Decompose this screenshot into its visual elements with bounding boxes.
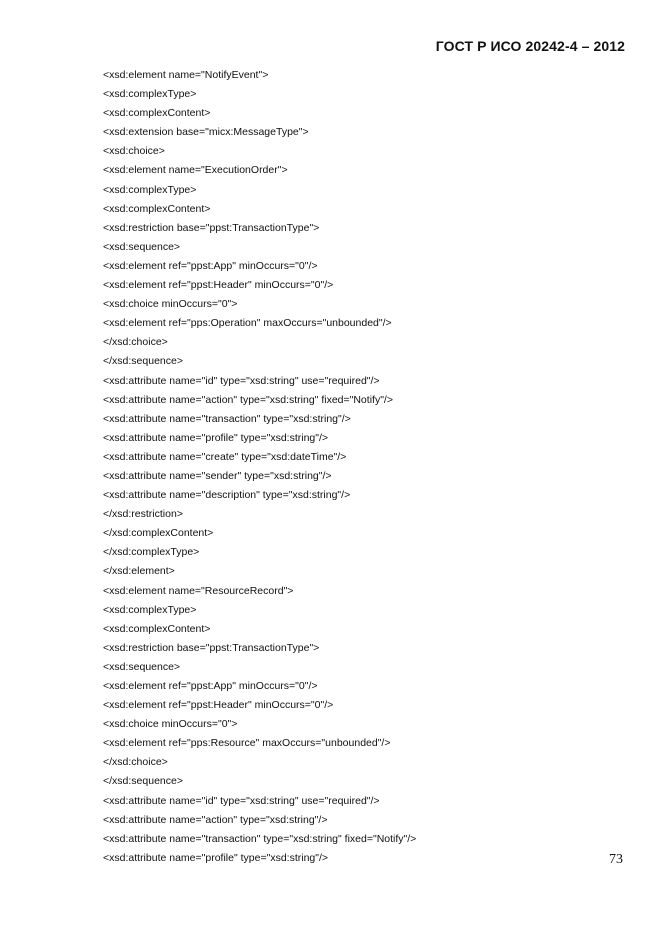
code-line: </xsd:sequence>	[103, 775, 183, 788]
code-line: <xsd:attribute name="id" type="xsd:string" use="required"/>	[103, 794, 380, 807]
code-line: <xsd:element ref="ppst:App" minOccurs="0"/>	[103, 259, 318, 272]
code-line: <xsd:element ref="ppst:Header" minOccurs="0"/>	[103, 279, 334, 292]
code-line: <xsd:complexType>	[103, 603, 197, 616]
code-line: <xsd:attribute name="description" type="xsd:string"/>	[103, 489, 351, 502]
code-line: <xsd:attribute name="profile" type="xsd:string"/>	[103, 851, 329, 864]
code-line: <xsd:attribute name="transaction" type="xsd:string"/>	[103, 412, 351, 425]
code-line: <xsd:element ref="ppst:App" minOccurs="0"/>	[103, 680, 318, 692]
code-line: <xsd:attribute name="create" type="xsd:dateTime"/>	[103, 450, 347, 463]
code-line: <xsd:element ref="pps:Resource" maxOccurs="unbounded"/>	[103, 737, 391, 750]
code-line: <xsd:complexContent>	[103, 622, 211, 635]
code-line: <xsd:element ref="ppst:Header" minOccurs="0"/>	[103, 699, 334, 712]
code-line: <xsd:attribute name="sender" type="xsd:string"/>	[103, 469, 332, 482]
code-line: <xsd:restriction base="ppst:TransactionType">	[103, 641, 320, 654]
standard-header: ГОСТ Р ИСО 20242-4 – 2012	[435, 38, 625, 54]
code-line: </xsd:sequence>	[103, 355, 183, 368]
code-line: <xsd:attribute name="action" type="xsd:string" fixed="Notify"/>	[103, 393, 393, 406]
code-line: <xsd:attribute name="transaction" type="xsd:string" fixed="Notify"/>	[103, 832, 417, 845]
code-line: <xsd:complexType>	[103, 183, 197, 196]
code-line: <xsd:complexContent>	[103, 107, 211, 120]
code-line: <xsd:choice minOccurs="0">	[103, 718, 238, 731]
code-line: <xsd:restriction base="ppst:TransactionType">	[103, 221, 320, 234]
code-line: <xsd:sequence>	[103, 660, 181, 673]
code-line: <xsd:extension base="micx:MessageType">	[103, 126, 309, 139]
code-line: <xsd:attribute name="action" type="xsd:string"/>	[103, 813, 328, 826]
code-line: <xsd:choice>	[103, 145, 165, 158]
code-line: </xsd:complexContent>	[103, 527, 214, 540]
code-line: <xsd:attribute name="id" type="xsd:string" use="required"/>	[103, 374, 380, 387]
code-line: <xsd:element ref="pps:Operation" maxOccurs="unbounded"/>	[103, 317, 392, 330]
code-line: <xsd:sequence>	[103, 240, 181, 253]
code-line: </xsd:restriction>	[103, 508, 183, 521]
xsd-code-listing	[103, 66, 623, 868]
code-line: <xsd:element name="ExecutionOrder">	[103, 164, 288, 177]
code-line: </xsd:element>	[103, 565, 175, 578]
code-line: <xsd:element name="ResourceRecord">	[103, 584, 294, 597]
code-line: <xsd:attribute name="profile" type="xsd:string"/>	[103, 431, 329, 444]
page-number: 73	[609, 852, 623, 867]
code-line: </xsd:choice>	[103, 336, 168, 349]
code-line: <xsd:complexContent>	[103, 202, 211, 215]
code-line: <xsd:element name="NotifyEvent">	[103, 69, 269, 81]
code-line: </xsd:choice>	[103, 756, 168, 769]
code-line: </xsd:complexType>	[103, 546, 200, 559]
code-line: <xsd:complexType>	[103, 88, 197, 101]
code-line: <xsd:choice minOccurs="0">	[103, 298, 238, 311]
